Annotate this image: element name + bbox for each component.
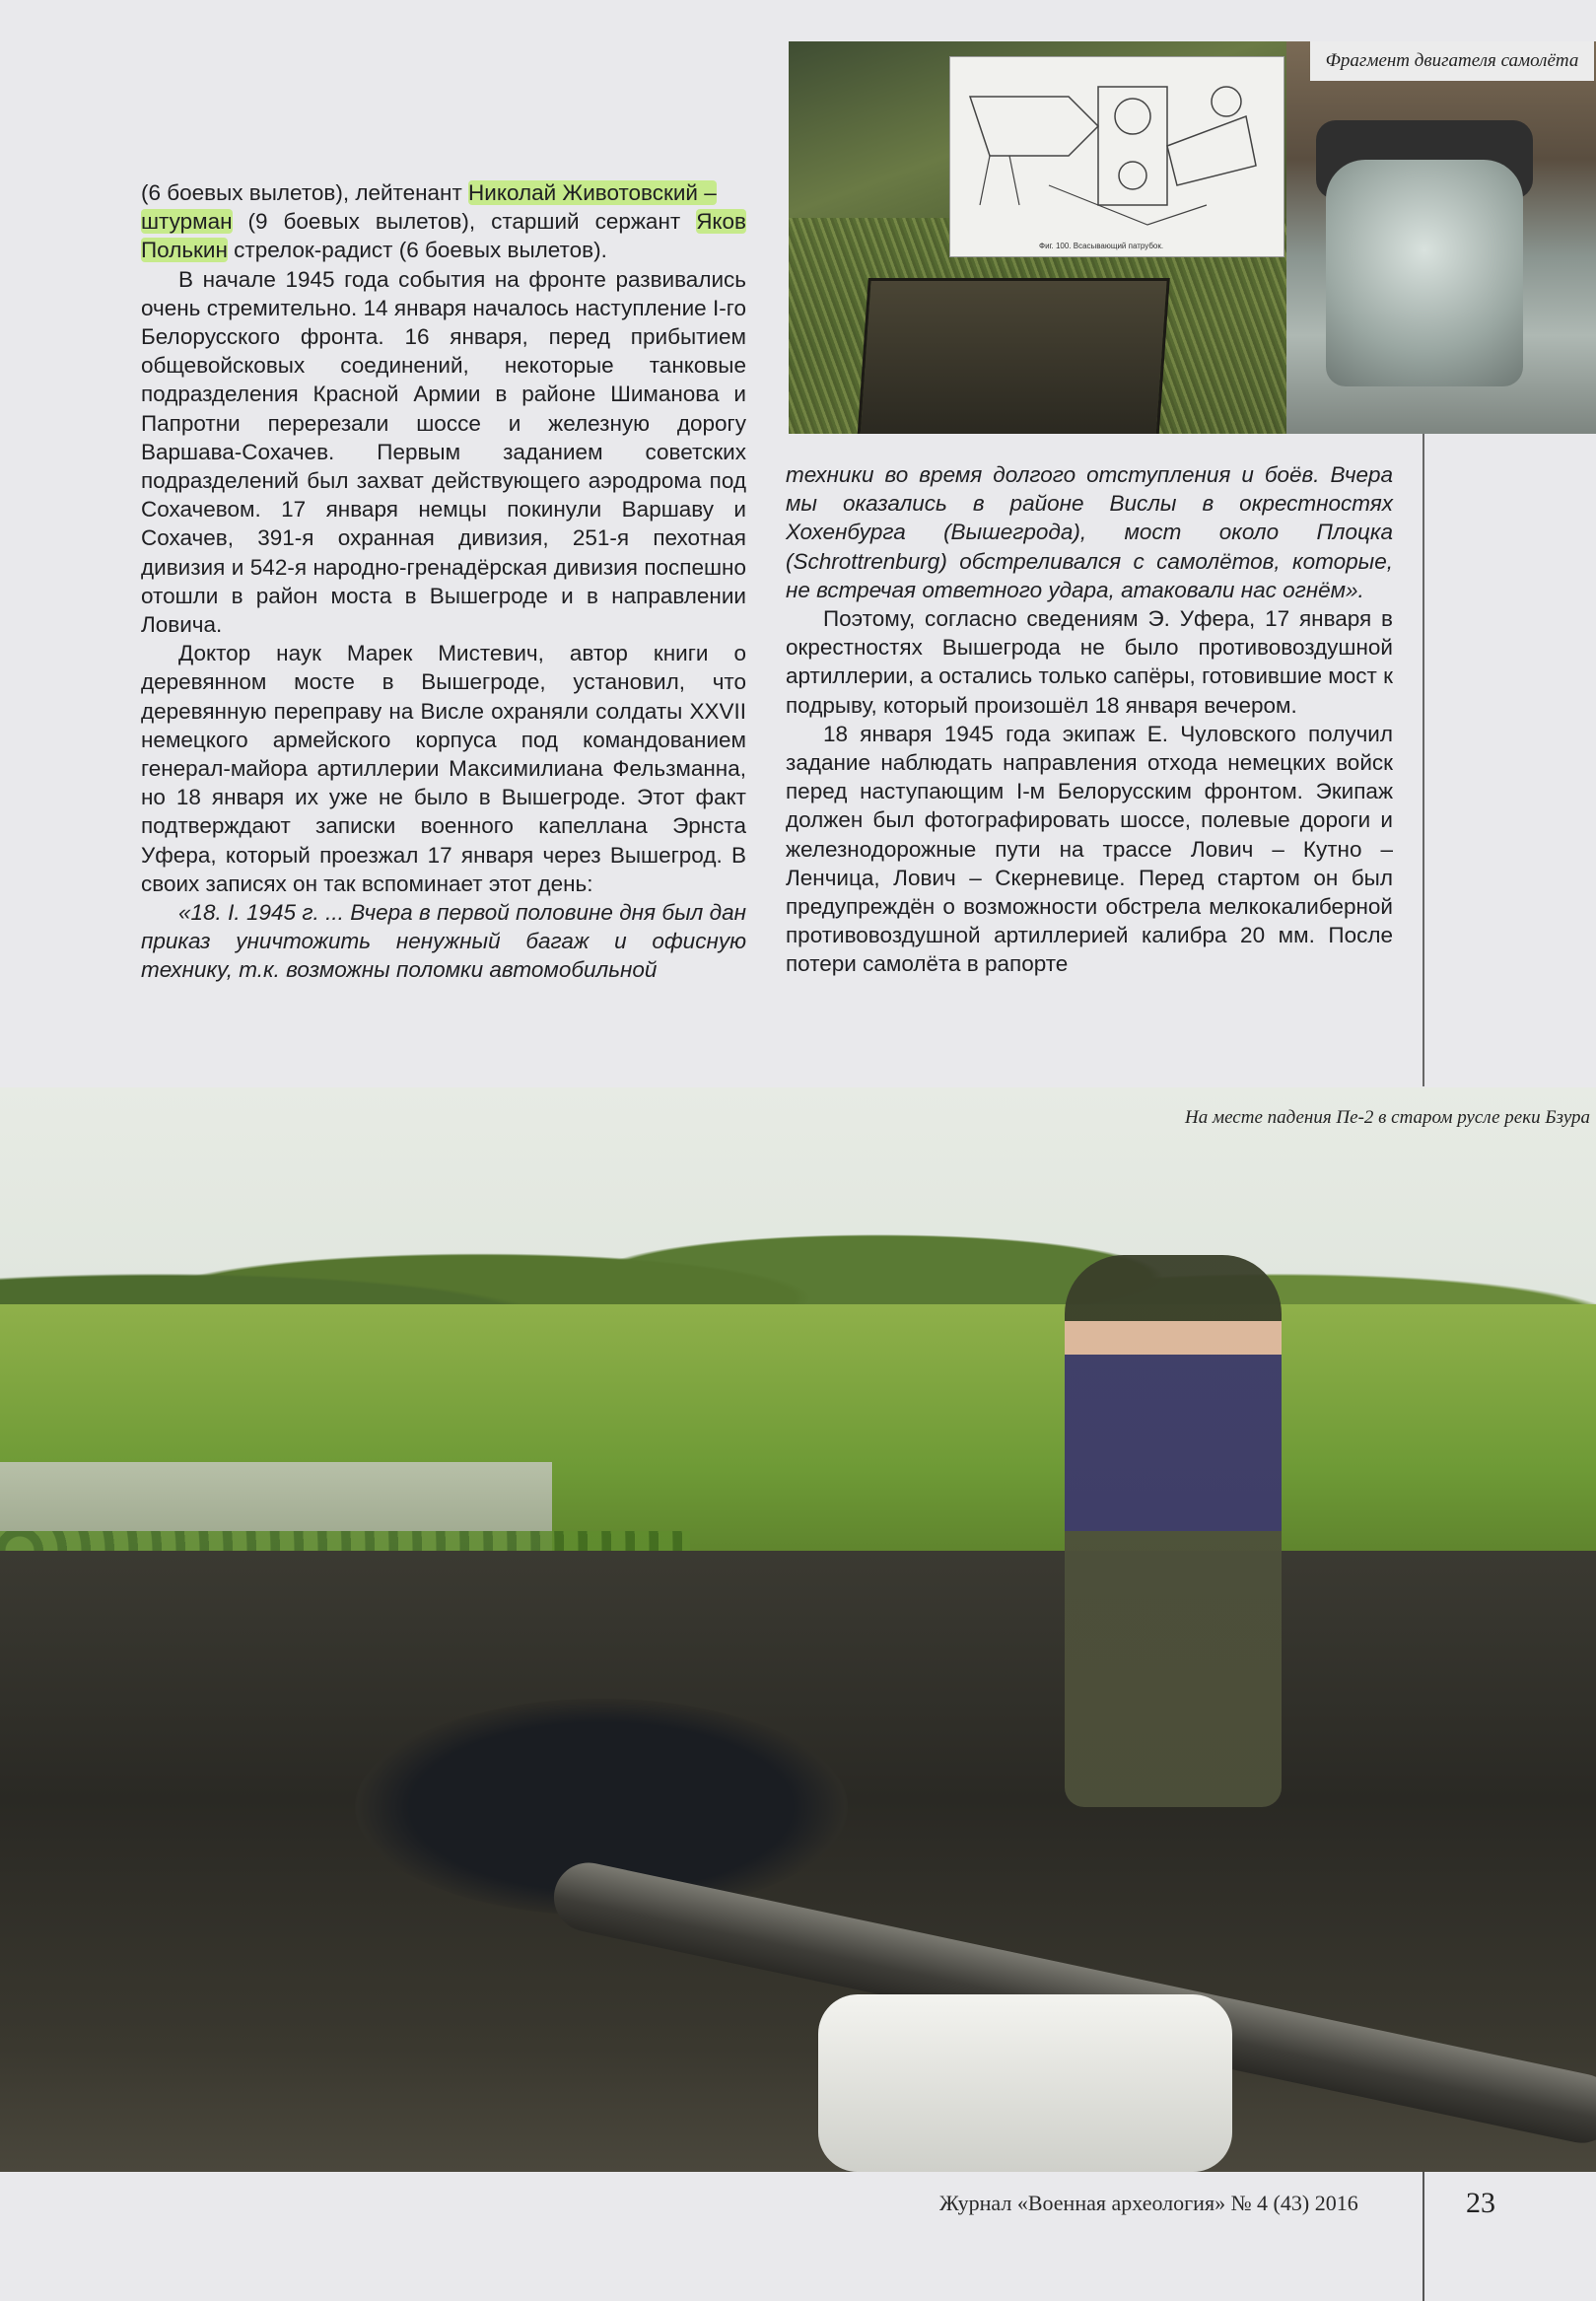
paragraph-crew-task: 18 января 1945 года экипаж Е. Чуловского получил задание наблюдать направления отхода немецких войск перед наступающим I-м Белорусским фронтом. Экипаж должен был фотографировать шоссе, полевые дороги и железнодорожные пути на трассе Лович – Кутно – Ленчица, Лович – Скерневице. Перед стартом он был предупреждён о возможности обстрела мелкокалиберной противовоздушной артиллерией калибра 20 мм. После потери самолёта в рапорте — [786, 721, 1393, 977]
highlight-role: штурман — [141, 209, 233, 235]
vertical-rule — [1423, 434, 1424, 1086]
highlight-name: Яков — [696, 209, 746, 235]
paragraph-crew — [141, 178, 746, 265]
water-tank — [818, 1994, 1232, 2172]
diagram-caption: Фиг. 100. Всасывающий патрубок. — [1039, 242, 1164, 250]
crash-site-caption: На месте падения Пе-2 в старом русле реки Бзура — [1185, 1107, 1590, 1128]
worker-figure — [1065, 1255, 1282, 1807]
right-text-column — [786, 460, 1393, 979]
top-photo-group — [789, 41, 1596, 434]
text-span: (6 боевых вылетов), лейтенант — [141, 180, 469, 205]
paragraph-1945: В начале 1945 года события на фронте развивались очень стремительно. 14 января началось наступление I-го Белорусского фронта. 16 января, перед прибытием общевойсковых соединений, некоторые танковые подразделения Красной Армии в районе Шиманова и Папротни перерезали шоссе и железную дорогу Варшава-Сохачев. Первым заданием советских подразделений был захват действующего аэродрома под Сохачевом. 17 января немцы покинули Варшаву и Сохачев, 391-я охранная дивизия, 251-я пехотная дивизия и 542-я народно-гренадёрская дивизия поспешно отошли в район моста в Вышегроде и в направлении Ловича. — [141, 266, 746, 638]
paragraph-quote-end: техники во время долгого отступления и боёв. Вчера мы оказались в районе Вислы в окрестностях Хохенбурга (Вышегрода), мост около Плоцка (Schrottrenburg) обстреливался с самолётов, которые, не встречая ответного удара, атаковали нас огнём». — [786, 462, 1393, 602]
diagram-drawing — [950, 57, 1284, 256]
rusted-part — [857, 278, 1170, 434]
engine-photo — [1286, 41, 1596, 434]
footer-rule — [1423, 2172, 1424, 2301]
paragraph-mistevich: Доктор наук Марек Мистевич, автор книги о деревянном мосте в Вышегроде, установил, что деревянную переправу на Висле охраняли солдаты XXVII немецкого армейского корпуса под командованием генерал-майора артиллерии Максимилиана Фельзманна, но 18 января их уже не было в Вышегроде. Этот факт подтверждают записки военного капеллана Эрнста Уфера, который проезжал 17 января через Вышегрод. В своих записях он так вспоминает этот день: — [141, 641, 746, 896]
journal-title: Журнал «Военная археология» № 4 (43) 2016 — [939, 2191, 1358, 2215]
highlight-name: Николай Животовский – — [468, 180, 717, 205]
text-span: стрелок-радист (6 боевых вылетов). — [227, 238, 607, 263]
engine-diagram — [949, 56, 1284, 257]
highlight-name: Полькин — [141, 238, 228, 263]
engine-caption: Фрагмент двигателя самолёта — [1310, 41, 1594, 81]
engine-body — [1326, 160, 1523, 386]
text-span: (9 боевых вылетов), старший сержант — [232, 209, 697, 235]
left-text-column — [141, 178, 746, 985]
excavation-photo — [0, 1087, 1596, 2172]
paragraph-ufer: Поэтому, согласно сведениям Э. Уфера, 17 января в окрестностях Вышегрода не было противовоздушной артиллерии, а остались только сапёры, готовившие мост к подрыву, который произошёл 18 января вечером. — [786, 606, 1393, 718]
page-number: 23 — [1466, 2187, 1495, 2219]
paragraph-quote: «18. I. 1945 г. ... Вчера в первой половине дня был дан приказ уничтожить ненужный багаж и офисную технику, т.к. возможны поломки автомобильной — [141, 900, 746, 983]
